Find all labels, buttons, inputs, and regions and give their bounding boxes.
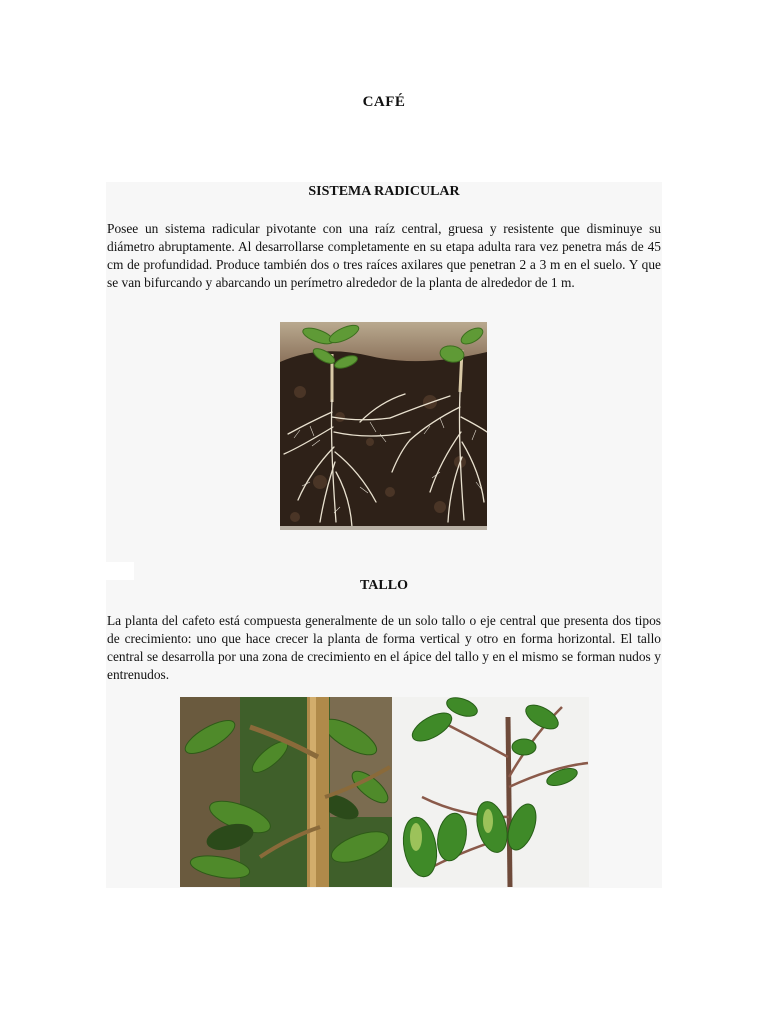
- section-body-sistema-radicular: Posee un sistema radicular pivotante con una raíz central, gruesa y resistente que disminuye su diámetro abruptamente. Al desarrollarse completamente en su etapa adulta rara vez penetra más de 45 cm de profundidad. Produce también dos o tres raíces axilares que penetran 2 a 3 m en el suelo. Y que se van bifurcando y abarcando un perímetro alrededor de la planta de alrededor de 1 m.: [107, 221, 661, 290]
- section-heading-sistema-radicular: SISTEMA RADICULAR: [308, 184, 460, 199]
- section-body-tallo: La planta del cafeto está compuesta generalmente de un solo tallo o eje central que presenta dos tipos de crecimiento: uno que hace crecer la planta de forma vertical y otro en forma horizontal. El tallo central se desarrolla por una zona de crecimiento en el ápice del tallo y en el mismo se forman nudos y entrenudos.: [107, 613, 661, 682]
- roots-illustration: [280, 322, 487, 530]
- roots-photo: [280, 322, 487, 530]
- stem-photo-right: [392, 697, 589, 887]
- section-heading-tallo: TALLO: [360, 578, 408, 593]
- stem-illustration-left: [180, 697, 392, 887]
- stem-illustration-right: [392, 697, 589, 887]
- stem-photo-left: [180, 697, 392, 887]
- document-title: CAFÉ: [362, 94, 406, 110]
